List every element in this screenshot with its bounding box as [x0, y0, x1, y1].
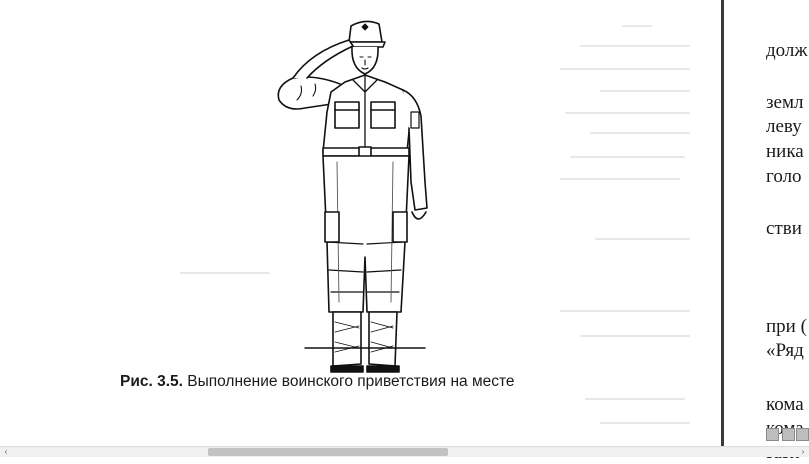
soldier-salute-illustration	[265, 12, 445, 382]
chevron-left-icon[interactable]: ‹	[4, 447, 8, 456]
right-page-line: стви	[766, 218, 802, 239]
chevron-right-icon[interactable]: ›	[801, 447, 805, 456]
overlay-button[interactable]	[782, 428, 795, 441]
right-page-line: «Ряд	[766, 340, 804, 361]
right-page	[724, 0, 809, 446]
right-page-line: кома	[766, 394, 804, 415]
right-page-line: при (	[766, 316, 807, 337]
overlay-button[interactable]	[796, 428, 809, 441]
horizontal-scrollbar[interactable]	[0, 446, 809, 457]
right-page-line: леву	[766, 116, 802, 137]
bleed-through-text	[560, 10, 710, 440]
right-page-line: земл	[766, 92, 804, 113]
right-page-line: голо	[766, 166, 802, 187]
right-page-line: ника	[766, 141, 804, 162]
figure-caption	[120, 373, 515, 391]
figure-caption-text: Выполнение воинского приветствия на месте	[187, 373, 515, 390]
overlay-button[interactable]	[766, 428, 779, 441]
scroll-thumb[interactable]	[208, 448, 448, 456]
right-page-line: долж	[766, 40, 808, 61]
figure-label: Рис. 3.5.	[120, 373, 183, 390]
